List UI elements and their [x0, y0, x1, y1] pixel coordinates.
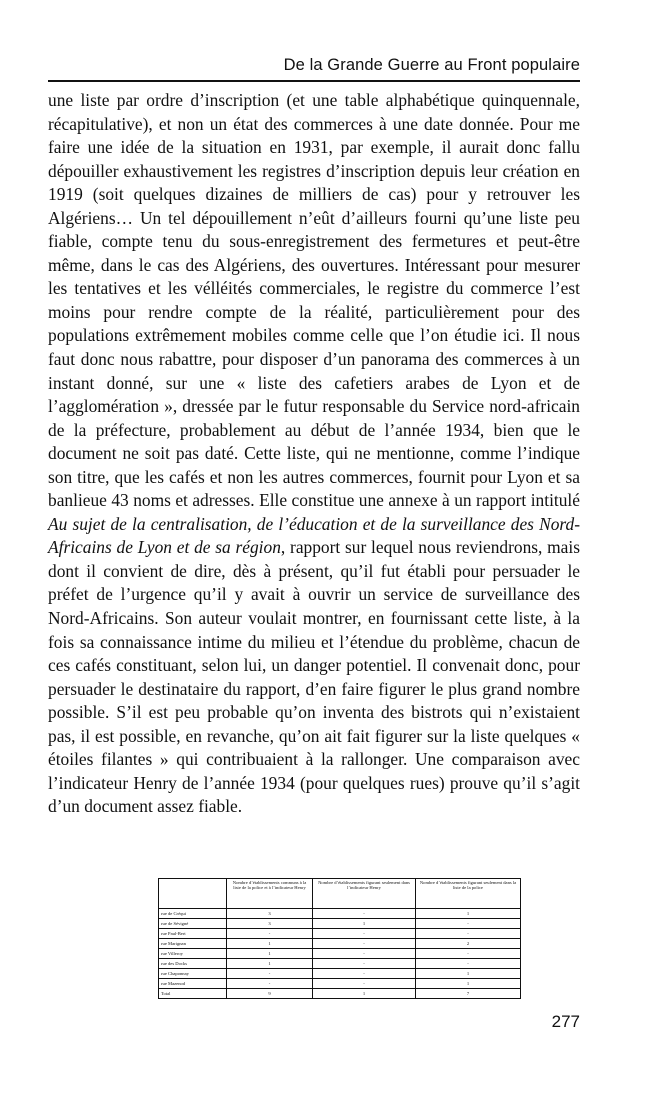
police-only-cell: 2	[416, 939, 521, 949]
page-number: 277	[551, 1012, 580, 1031]
table-header-cell: Nombre d’établissements communs à la liste de la police et à l’indicateur Henry	[227, 879, 313, 909]
henry-only-cell: -	[313, 939, 416, 949]
street-cell: rue Marignan	[159, 939, 227, 949]
table-header-cell: Nombre d’établissements figurant seulement dans l’indicateur Henry	[313, 879, 416, 909]
common-count-cell: 1	[227, 949, 313, 959]
common-count-cell: 3	[227, 919, 313, 929]
henry-only-cell: -	[313, 979, 416, 989]
police-only-cell: 1	[416, 909, 521, 919]
book-page	[48, 0, 580, 1098]
common-total-cell: 9	[227, 989, 313, 999]
henry-only-cell: 1	[313, 919, 416, 929]
table-row	[159, 979, 521, 989]
police-only-cell: -	[416, 949, 521, 959]
street-cell: rue Mazenod	[159, 979, 227, 989]
report-title-italic: Au sujet de la centralisation, de l’éducation et de la surveillance des Nord-Africains de Lyon et de sa région	[48, 513, 580, 558]
table-row	[159, 939, 521, 949]
table-row	[159, 949, 521, 959]
police-only-cell: -	[416, 919, 521, 929]
header-rule	[48, 80, 580, 82]
running-header: De la Grande Guerre au Front populaire	[283, 56, 580, 74]
table-header-cell	[159, 879, 227, 909]
common-count-cell: 3	[227, 909, 313, 919]
police-only-total-cell: 7	[416, 989, 521, 999]
common-count-cell: 1	[227, 959, 313, 969]
total-label-cell: Total	[159, 989, 227, 999]
table-row	[159, 969, 521, 979]
police-only-cell: 1	[416, 979, 521, 989]
body-text-before-title: une liste par ordre d’inscription (et une table alphabétique quinquennale, récapitulative), et non un état des commerces à une date donnée. Pour me faire une idée de la situation en 1931, par exemple, il aurait donc fallu dépouiller exhaustivement les registres d’inscription depuis leur création en 1919 (soit quelques dizaines de milliers de cas) pour y retrouver les Algériens… Un tel dépouillement n’eût d’ailleurs fourni qu’une liste peu fiable, compte tenu du sous-enregistrement des fermetures et peut-être même, dans le cas des Algériens, des ouvertures. Intéressant pour mesurer les tentatives et les vélléités commerciales, le registre du commerce l’est moins pour rendre compte de la réalité, particulièrement pour des populations extrêmement mobiles comme celle que l’on étudie ici. Il nous faut donc nous rabattre, pour disposer d’un panorama des commerces à un instant donné, sur une « liste des cafetiers arabes de Lyon et de l’agglomération », dressée par le futur responsable du Service nord-africain de la préfecture, probablement au début de l’année 1934, bien que le document ne soit pas daté. Cette liste, qui ne mentionne, comme l’indique son titre, que les cafés et non les autres commerces, fournit pour Lyon et sa banlieue 43 noms et adresses. Elle constitue une annexe à un rapport intitulé	[48, 90, 580, 511]
henry-only-total-cell: 1	[313, 989, 416, 999]
table-header-row	[159, 879, 521, 909]
common-count-cell: 1	[227, 939, 313, 949]
street-cell: rue Paul-Bert	[159, 929, 227, 939]
street-cell: rue Villeroy	[159, 949, 227, 959]
police-only-cell: 1	[416, 969, 521, 979]
police-only-cell: -	[416, 929, 521, 939]
street-cell: rue des Docks	[159, 959, 227, 969]
henry-only-cell: -	[313, 909, 416, 919]
street-cell: rue de Sévigné	[159, 919, 227, 929]
table-total-row	[159, 989, 521, 999]
police-only-cell: -	[416, 959, 521, 969]
common-count-cell: -	[227, 969, 313, 979]
table-row	[159, 909, 521, 919]
table-row	[159, 919, 521, 929]
table-row	[159, 959, 521, 969]
body-paragraph	[48, 89, 580, 819]
henry-only-cell: -	[313, 959, 416, 969]
henry-only-cell: -	[313, 929, 416, 939]
table-row	[159, 929, 521, 939]
common-count-cell: -	[227, 929, 313, 939]
street-cell: rue Chaponnay	[159, 969, 227, 979]
henry-only-cell: -	[313, 949, 416, 959]
henry-only-cell: -	[313, 969, 416, 979]
cafes-comparison-table	[158, 878, 521, 999]
table-header-cell: Nombre d’établissements figurant seulement dans la liste de la police	[416, 879, 521, 909]
body-text-after-title: , rapport sur lequel nous reviendrons, mais dont il convient de dire, dès à présent, qu’il fut établi pour persuader le préfet de l’urgence qu’il y avait à ouvrir un service de surveillance des Nord-Africains. Son auteur voulait montrer, en fournissant cette liste, à la fois sa connaissance intime du milieu et l’étendue du problème, chacun de ces cafés constituant, selon lui, un danger potentiel. Il convenait donc, pour persuader le destinataire du rapport, d’en faire figurer le plus grand nombre possible. S’il est peu probable qu’on inventa des bistrots qui n’existaient pas, il est possible, en revanche, qu’on ait fait figurer sur la liste quelques « étoiles filantes » qui contribuaient à la rallonger. Une comparaison avec l’indicateur Henry de l’année 1934 (pour quelques rues) prouve qu’il s’agit d’un document assez fiable.	[48, 537, 580, 817]
street-cell: rue de Créqui	[159, 909, 227, 919]
common-count-cell: -	[227, 979, 313, 989]
